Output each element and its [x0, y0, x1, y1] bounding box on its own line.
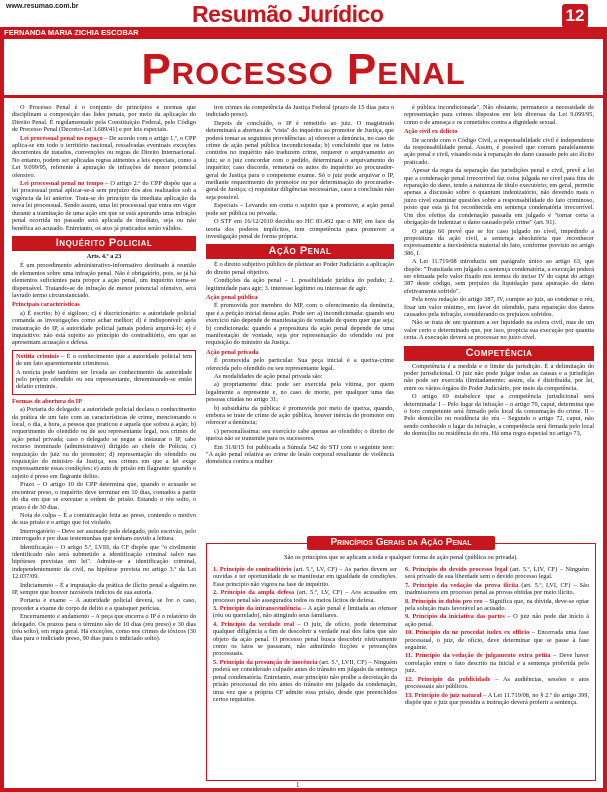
paragraph: Indiciamento – É a imputação da prática de ilícito penal a alguém no IP, sempre que houver razoáveis indícios de sua autoria.: [12, 581, 196, 596]
principle-name: Princípio in dubio pro reo: [411, 597, 483, 605]
principle-text: – O juiz, de ofício, pode determinar qualquer diligência a fim de descobrir a verdade real dos fatos que são objeto da ação penal. O processo penal busca descobrir efetivamente como os fatos se passaram, não admitindo ficções e presunções processuais.: [213, 620, 397, 658]
principle-name: Princípio do contraditório: [219, 566, 292, 573]
paragraph: a) propriamente dita: pode ser exercida pela vítima, por quem legalmente a represente e, no caso de morte, por qualquer uma das pessoas citadas no artigo 31;: [206, 381, 394, 404]
principle-item: [405, 652, 589, 674]
principle-name: Princípio da iniciativa das partes: [412, 613, 505, 621]
paragraph: O artigo 69 estabelece que a competência jurisdicional será determinada: I – Pelo lugar da infração – o artigo 70, caput, determina que o foro competente será firmado pelo local da consumação do crime. II – Pelo domicílio ou residência do réu – Segundo o artigo 72, caput, não sendo conhecido o lugar da infração, a competência será firmada pelo local do domicílio ou residência do réu. Há uma regra especial no artigo 73,: [404, 393, 594, 438]
paragraph: Lei processual penal no espaço – De acordo com o artigo 1.º, o CPP aplica-se em todo o território nacional, ressalvadas eventuais exceções decorrentes de tratados, convenções ou regras de Direito Internacional. No entanto, podem ser aplicadas regras atinentes a leis especiais, como a Lei 9.099/95, referente à apuração de infrações de menor potencial ofensivo.: [12, 134, 197, 179]
principle-name: Princípio da intranscendência: [219, 605, 301, 613]
principle-number: 3.: [213, 605, 218, 613]
note-text: Notitia criminis – É o conhecimento que a autoridade policial tem de um fato aparentemente criminoso.: [16, 352, 192, 368]
frame-left: [0, 39, 4, 792]
principle-number: 4.: [213, 620, 218, 628]
principle-text: (art. 5.º, LV, CF) – Aos acusados em processo penal são assegurados todos os meios lícitos de defesa.: [213, 589, 398, 604]
column-1: [12, 104, 196, 644]
author-bar: [0, 27, 607, 39]
paragraph: Em 31/8/15 foi publicada a Súmula 542 do STJ com o seguinte teor: "A ação penal relativa ao crime de lesão corporal resultante de violência doméstica contra a mulher: [206, 443, 394, 466]
paragraph: É promovida pelo particular. Sua peça inicial é a queixa-crime oferecida pelo ofendido ou seu representante legal.: [206, 357, 394, 372]
principle-text: (art. 5.º, LVI, CF) – São inadmissíveis em processo penal as provas obtidas por meio ilícito.: [405, 581, 589, 597]
principle-number: 5.: [213, 658, 218, 666]
principle-text: (art. 5.º, LV, CF) – As partes devem ser ouvidas e ter oportunidade de se manifestar em igualdade de condições. Esse princípio não vigora na fase de inquérito.: [213, 566, 397, 588]
principle-number: 2.: [213, 589, 218, 597]
principle-text: – Deve haver correlação entre o fato descrito na inicial e a sentença proferida pelo juiz.: [405, 652, 590, 675]
principle-number: 12.: [405, 675, 413, 683]
paragraph: É o direito subjetivo público de pleitear ao Poder Judiciário a aplicação do direito penal objetivo.: [206, 261, 394, 276]
paragraph: Identificação – O artigo 5.º, LVIII, da CF dispõe que "o civilmente identificado não será submetido a identificação criminal salvo nas hipóteses previstas em lei". Admite-se a identificação criminal, independentemente da civil, na hipótese prevista no artigo 3.º da Lei 12.037/09.: [12, 543, 196, 581]
principle-item: [405, 598, 589, 613]
paragraph: Lei processual penal no tempo – O artigo 2.º do CPP dispõe que a lei processual penal aplicar-se-á sem prejuízo dos atos realizados sob a vigência da lei anterior. Trata-se do princípio da imediata aplicação da nova lei processual. Sendo assim, uma lei processual que entra em vigor durante a tramitação de uma ação em que se está apurando uma infração penal ocorrida no passado será aplicada de imediato, seja ou não benéfica ao acusado. Entretanto, os atos já praticados serão válidos.: [12, 180, 196, 232]
principle-item: [213, 621, 397, 658]
principles-box: [206, 537, 596, 781]
principle-name: Princípio da presunção de inocência: [219, 658, 318, 666]
subheading: Ação civil ex delicto: [404, 128, 458, 136]
paragraph: De acordo com o Código Civil, a responsabilidade civil é independente da responsabilidade penal. Assim, é possível que corram paralelamente ação penal e civil, visando esta à reparação do dano causado pelo ato ilícito praticado.: [404, 136, 594, 166]
principle-item: [405, 566, 589, 581]
principle-text: – Encerrada uma fase processual, o juiz, de ofício, deve determinar que se passe à fase seguinte.: [405, 629, 590, 652]
principles-intro: São os princípios que se aplicam a toda e qualquer forma de ação penal (pública ou privada).: [284, 554, 518, 561]
paragraph: É promovida por membro do MP, com o oferecimento da denúncia, que é a petição inicial dessa ação. Pode ser: a) incondicionada: quando seu exercício não depende de manifestação de vontade de quem quer que seja; b) condicionada: quando a propositura da ação penal depende de uma manifestação de vontade, seja por representação do ofendido ou por requisição do ministro da Justiça.: [206, 302, 394, 347]
principle-name: Princípio da ampla defesa: [220, 589, 295, 597]
paragraph: Nota de culpa – É a comunicação feita ao preso, contendo o motivo de sua prisão e o artigo que foi violado.: [12, 511, 196, 527]
brand-title: Resumão Jurídico: [192, 1, 384, 27]
frame-divider: [0, 95, 607, 98]
paragraph: O artigo 66 prevê que se for caso julgado no cível, impedindo a propositura da ação civil, a sentença absolutória que reconhecer expressamente a inexistência material do fato, conforme previsto no artigo 386, I.: [404, 227, 594, 257]
principle-text: (art. 5.º, LIV, CF) – Ninguém será privado de sua liberdade sem o devido processo legal.: [405, 566, 589, 581]
article-reference: Arts. 4.º a 23: [86, 252, 122, 260]
principle-name: Princípio da publicidade: [417, 675, 491, 683]
paragraph: As modalidades de ação penal privada são:: [214, 373, 323, 380]
principle-item: [405, 629, 589, 651]
principle-name: Princípio do juiz natural: [414, 691, 482, 699]
paragraph: é pública incondicionada". Não obstante, permanece a necessidade de representação para crimes dispostos em leis diversas da Lei 9.099/95, como o de ameaça e os cometidos contra a dignidade sexual.: [404, 104, 594, 126]
paragraph: Não se trata de um quantum a ser liquidado na esfera civil, mas de um valor certo e determinado que, por isso, propicia sua execução por quantia certa. A execução deverá se processar no juízo cível.: [404, 319, 594, 342]
author-name: FERNANDA MARIA ZICHIA ESCOBAR: [4, 28, 139, 37]
paragraph: c) personalíssima: seu exercício cabe apenas ao ofendido; o direito de queixa não se transmite para os sucessores.: [206, 427, 394, 443]
paragraph: O Processo Penal é o conjunto de princípios e normas que disciplinam a composição das lides penais, por meio da aplicação do Direito Penal. É regulamentado pela Constituição Federal, pelo Código de Processo Penal (Decreto-Lei 3.689/41) e por leis especiais.: [12, 104, 196, 134]
paragraph: Competência é a medida e o limite da jurisdição. É a delimitação do poder jurisdicional. O juiz não pode julgar todas as causas e a jurisdição não pode ser exercida ilimitadamente; assim, ela é distribuída, por lei, entre os vários órgãos do Poder Judiciário, por meio da competência.: [404, 362, 594, 392]
note-text: A notícia pode também ser levada ao conhecimento da autoridade pelo próprio ofendido ou seu representante, denominando-se então delatio criminis.: [16, 368, 192, 391]
subheading: Principais características: [12, 301, 80, 309]
paragraph: Apesar da regra da separação das jurisdições penal e civil, prevê a lei que a condenação penal irrecorrível faz coisa julgada no cível para fins de reparação do dano, tendo a natureza de título executório; em geral, permite apenas a discussão sobre o quantum indenizatório, não devendo mais o juízo cível examinar questões sobre a responsabilidade do fato criminoso, posto que esta já foi reconhecida em sentença condenatória irrecorrível. Um dos efeitos da condenação passada em julgado é "tornar certa a obrigação de indenizar o dano causado pelo crime" (art. 91).: [404, 167, 594, 227]
principle-item: [405, 582, 589, 597]
page-number: 1: [296, 781, 300, 789]
principle-item: [405, 692, 589, 707]
frame-right: [603, 39, 607, 792]
column-2: [206, 104, 394, 467]
principle-item: [213, 589, 397, 604]
principles-title-wrap: [307, 536, 495, 552]
frame-bottom: [0, 788, 607, 792]
principle-item: [213, 605, 397, 620]
paragraph: Encerramento e andamento – A peça que encerra o IP é o relatório do delegado. Os prazos para o término são de 10 dias (réu preso) e 30 dias (réu solto), em regra geral. Há exceções, como nos crimes de tóxicos (30 dias para o indiciado preso, 90 dias para o indiciado solto).: [12, 613, 196, 643]
principle-item: [213, 566, 397, 588]
principles-title: Princípios Gerais da Ação Penal: [307, 536, 495, 550]
title-panel: [0, 39, 607, 95]
principle-name: Princípio da vedação de julgamento extra petita: [415, 652, 551, 660]
column-3: [404, 104, 594, 439]
principle-name: Princípio da verdade real: [220, 620, 295, 628]
principle-item: [213, 659, 397, 703]
principles-left-list: [213, 566, 397, 704]
paragraph: Portaria e exame – A autoridade policial deverá, se for o caso, proceder a exame de corpo de delito e a quaisquer perícias.: [12, 597, 196, 612]
principle-text: – Significa que, na dúvida, deve-se optar pela solução mais favorável ao acusado.: [405, 597, 590, 613]
paragraph: a) Portaria do delegado: a autoridade policial declara o conhecimento da prática de um fato com as características de crime, mencionando o local, o dia, a hora, a pessoa que praticou e aquela que sofreu a ação; b) requerimento do ofendido ou de seu representante legal, nos crimes de ação penal privada; caso o delegado se negue a instaurar o IP, cabe recurso inominado (administrativo) dirigido ao chefe de Polícia; c) requisição do juiz ou do promotor; d) representação do ofendido ou requisição do ministro da Justiça, nos crimes em que a lei exige expressamente essas condições; e) auto de prisão em flagrante: quando o sujeito é preso em flagrante delito.: [12, 406, 196, 480]
principle-text: – O juiz não pode dar início à ação penal.: [405, 613, 590, 628]
subheading: Formas de abertura do IP: [12, 397, 82, 405]
note-box: [12, 350, 196, 395]
paragraph: É um procedimento administrativo-informativo destinado à reunião de elementos sobre uma infração penal. Não é obrigatório, pois, se já há elementos suficientes para propor a ação penal, um inquérito torna-se dispensável. Tratando-se de infração de menor potencial ofensivo, será lavrado termo circunstanciado.: [12, 262, 196, 299]
principle-text: – A ação penal é limitada ao ofensor (réu ou querelado), não atingindo seus familiares.: [213, 605, 398, 620]
paragraph: a) É escrito; b) é sigiloso; c) é discricionário: a autoridade policial comanda as investigações como achar melhor; d) é indisponível: após instauração do IP, a autoridade policial jamais poderá arquivá-lo; e) é inquisitivo: não está sujeito ao princípio do contraditório, em que se apresentam acusação e defesa.: [12, 309, 196, 347]
paragraph: Condições da ação penal – 1. possibilidade jurídica do pedido; 2. legitimidade para agir; 3. interesse legítimo ou interesse de agir.: [206, 277, 394, 292]
principle-text: – As audiências, sessões e atos processuais são públicos.: [405, 675, 589, 691]
principle-name: Princípio do ne procedat iudex ex officio: [415, 629, 530, 637]
principle-number: 9.: [405, 613, 410, 621]
paragraph: O STF em 16/12/2010 decidiu no HC 83.492 que o MP, em face da teoria dos poderes implícitos, tem competência para promover a investigação penal de forma própria.: [206, 218, 394, 240]
paragraph: tros crimes da competência da Justiça Federal (prazo de 15 dias para o indiciado preso).: [206, 104, 394, 119]
principle-item: [405, 676, 589, 691]
subheading: Ação penal pública: [206, 293, 258, 301]
site-url[interactable]: www.resumao.com.br: [6, 3, 79, 10]
principle-number: 8.: [405, 597, 410, 605]
principle-name: Princípio da vedação da prova ilícita: [412, 581, 519, 589]
page-title: Processo Penal: [141, 45, 466, 94]
principle-name: Princípio do devido processo legal: [412, 566, 508, 573]
principle-text: (art. 5.º, LVII, CF) – Ninguém poderá ser considerado culpado antes do trânsito em julgado da sentença penal condenatória. Entretanto, esse princípio não proíbe a decretação da prisão processual do réu antes do trânsito em julgado da condenação, uma vez que a própria CF admite essa prisão, desde que preenchidos certos requisitos.: [213, 658, 397, 703]
paragraph: A Lei 11.719/08 introduziu um parágrafo único ao artigo 63, que dispõe: "Transitada em julgado a sentença condenatória, a execução poderá ser efetuada pelo valor fixado nos termos do inciso IV do caput do artigo 387 deste código, sem prejuízo da liquidação para apuração do dano efetivamente sofrido".: [404, 258, 594, 295]
principles-right-list: [405, 566, 589, 707]
principle-number: 11.: [405, 652, 413, 660]
principle-number: 13.: [405, 691, 413, 699]
paragraph: Interrogatório – Deve ser assinado pelo delegado, pelo escrivão, pelo interrogado e por duas testemunhas que tenham ouvido a leitura.: [12, 527, 196, 543]
paragraph: Especiais – Levando em conta o sujeito que a promove, a ação penal pode ser pública ou privada.: [206, 202, 394, 217]
principle-number: 1.: [213, 566, 218, 573]
principle-number: 7.: [405, 581, 410, 589]
paragraph: b) subsidiária da pública: é promovida por meio de queixa, quando, embora se trate de crime de ação pública, houver inércia do promotor em oferecer a denúncia;: [206, 404, 394, 427]
principle-number: 10.: [405, 629, 413, 637]
section-banner-inquerito: Inquérito Policial: [12, 236, 196, 251]
principle-text: – A Lei 11.719/08, no § 2.º do artigo 399, dispõe que o juiz que presidiu a instrução deverá proferir a sentença.: [405, 691, 590, 706]
section-banner-acao-penal: Ação Penal: [206, 244, 394, 259]
paragraph: Pela nova redação do artigo 387, IV, cumpre ao juiz, ao condenar o réu, fixar um valor mínimo, em favor do ofendido, para reparação dos danos causados pela infração, considerando os prejuízos sofridos.: [404, 296, 594, 318]
brand-number-badge: 12: [562, 4, 588, 28]
section-banner-competencia: Competência: [404, 346, 594, 361]
principle-item: [405, 613, 589, 628]
paragraph: Prazo – O artigo 10 do CPP determina que, quando o acusado se encontrar preso, o inquérito deve terminar em 10 dias, contados a partir do dia em que se executar a ordem de prisão. Estando o réu solto, o prazo é de 30 dias.: [12, 481, 196, 511]
principle-number: 6.: [405, 566, 410, 573]
subheading: Ação penal privada: [206, 348, 259, 356]
paragraph: Depois de concluído, o IP é remetido ao juiz. O magistrado determinará a abertura de "vista" do inquérito ao promotor de Justiça, que poderá tomar as seguintes providências: a) oferecer a denúncia, no caso de crime de ação penal pública incondicionada; b) concluindo que os fatos contidos no inquérito não traduzem crime, requerer o arquivamento ao juiz; se o juiz concordar com o pedido, determinará o arquivamento do inquérito; caso discorde, remeterá os autos do inquérito ao procurador-geral de Justiça para o competente exame. Só o juiz pode arquivar o IP, mediante requerimento do promotor ou por determinação do procurador-geral de Justiça; c) requisitar diligências necessárias, caso a conclusão não seja possível.: [206, 119, 394, 201]
